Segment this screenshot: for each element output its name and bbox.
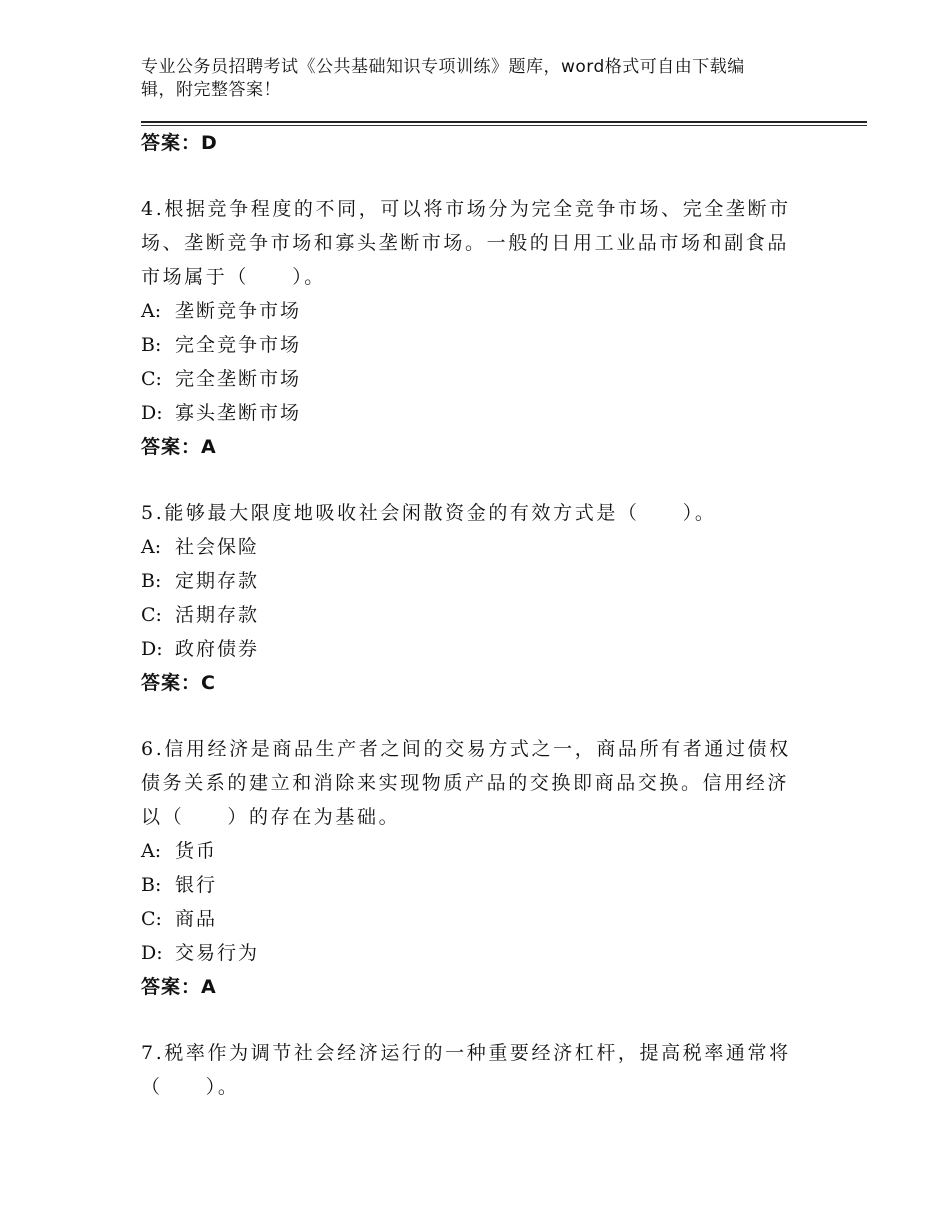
option-text: 垄断竞争市场 [175,300,302,322]
option-text: 完全垄断市场 [175,368,302,390]
question-5 [141,496,801,700]
option-letter: D: [141,942,163,964]
option-d [141,936,801,970]
option-a [141,834,801,868]
option-b [141,868,801,902]
option-letter: C: [141,604,162,626]
question-7 [141,1036,801,1104]
header-line-1: 专业公务员招聘考试《公共基础知识专项训练》题库，word格式可自由下载编 [141,57,745,77]
answer-label: 答案：C [141,672,216,694]
option-b [141,564,801,598]
question-6 [141,732,801,1004]
option-b [141,328,801,362]
option-text: 社会保险 [175,536,260,558]
answer-label: 答案：A [141,436,217,458]
question-stem: 5.能够最大限度地吸收社会闲散资金的有效方式是（ ）。 [141,502,717,524]
option-text: 完全竞争市场 [175,334,302,356]
option-letter: C: [141,908,162,930]
option-d [141,396,801,430]
question-stem: 7.税率作为调节社会经济运行的一种重要经济杠杆，提高税率通常将（ ）。 [141,1042,791,1098]
page-header [141,56,791,102]
question-stem: 6.信用经济是商品生产者之间的交易方式之一，商品所有者通过债权债务关系的建立和消除来实现物质产品的交换即商品交换。信用经济以（ ）的存在为基础。 [141,738,791,828]
option-text: 活期存款 [175,604,260,626]
answer-label: 答案：A [141,976,217,998]
question-list [141,126,801,1104]
option-letter: B: [141,570,162,592]
option-text: 商品 [175,908,218,930]
option-letter: D: [141,402,163,424]
previous-answer: 答案：D [141,132,218,154]
option-a [141,294,801,328]
option-letter: D: [141,638,163,660]
question-stem: 4.根据竞争程度的不同，可以将市场分为完全竞争市场、完全垄断市场、垄断竞争市场和寡头垄断市场。一般的日用工业品市场和副食品市场属于（ ）。 [141,198,791,288]
question-4 [141,192,801,464]
option-text: 货币 [175,840,218,862]
option-text: 寡头垄断市场 [175,402,302,424]
option-d [141,632,801,666]
option-text: 交易行为 [175,942,260,964]
header-line-2: 辑，附完整答案！ [141,80,281,100]
option-letter: C: [141,368,162,390]
option-text: 银行 [175,874,218,896]
option-c [141,362,801,396]
option-a [141,530,801,564]
option-text: 政府债券 [175,638,260,660]
option-c [141,598,801,632]
option-letter: A: [141,536,162,558]
option-letter: B: [141,334,162,356]
option-letter: A: [141,840,162,862]
option-letter: B: [141,874,162,896]
option-letter: A: [141,300,162,322]
option-text: 定期存款 [175,570,260,592]
option-c [141,902,801,936]
header-rule-thick [141,121,867,123]
